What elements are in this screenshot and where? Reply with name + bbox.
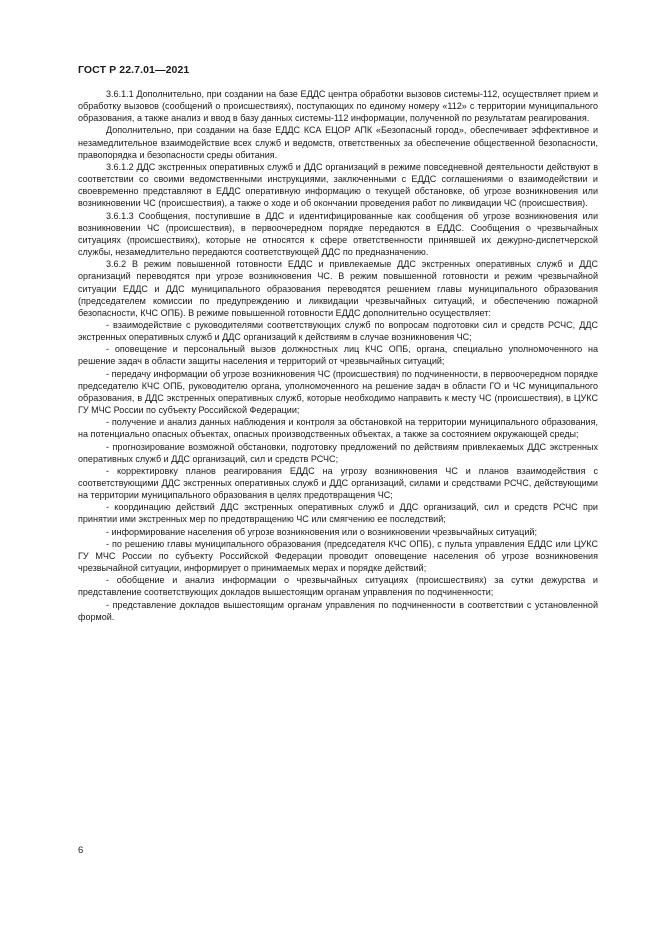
- list-item: - информирование населения об угрозе возникновения или о возникновении чрезвычайных ситуаций;: [106, 526, 537, 537]
- list-item: - представление докладов вышестоящим органам управления по подчиненности в соответствии с установленной формой.: [78, 599, 598, 622]
- list-item: - прогнозирование возможной обстановки, подготовку предложений по действиям привлекаемых ДДС экстренных оперативных служб и ДДС организаций, сил и средств РСЧС;: [78, 441, 598, 464]
- paragraph-3-6-2: 3.6.2 В режим повышенной готовности ЕДДС и привлекаемые ДДС экстренных оперативных служб и ДДС организаций переводятся при угрозе возникновения ЧС. В режим повышенной готовности и режим чрезвычайной ситуации ЕДДС и ДДС муниципального образования переводятся решением главы муниципального образования (председателем комиссии по предупреждению и ликвидации чрезвычайных ситуаций, и обеспечению пожарной безопасности, КЧС ОПБ). В режиме повышенной готовности ЕДДС дополнительно осуществляет:: [78, 259, 598, 318]
- list-item: - получение и анализ данных наблюдения и контроля за обстановкой на территории муниципального образования, на потенциально опасных объектах, опасных производственных объектах, а также за состоянием окружающей среды;: [78, 417, 598, 440]
- page-number: 6: [78, 845, 84, 856]
- document-header: ГОСТ Р 22.7.01—2021: [78, 64, 190, 76]
- list-item: - обобщение и анализ информации о чрезвычайных ситуациях (происшествиях) за сутки дежурства и представление соответствующих докладов вышестоящим органам управления по подчиненности;: [78, 575, 598, 598]
- paragraph-3-6-1-2: 3.6.1.2 ДДС экстренных оперативных служб и ДДС организаций в режиме повседневной деятельности действуют в соответствии со своими ведомственными инструкциями, заключенными с ЕДДС соглашениями о взаимодействии и своевременно представляют в ЕДДС оперативную информацию о текущей обстановке, об угрозе возникновения или возникновении ЧС (происшествия), а также о ходе и об окончании проведения работ по ликвидации ЧС (происшествия).: [78, 161, 598, 209]
- document-body: [78, 88, 598, 623]
- list-item: - оповещение и персональный вызов должностных лиц КЧС ОПБ, органа, специально уполномоченного на решение задач в области защиты населения и территорий от чрезвычайных ситуаций;: [78, 344, 598, 367]
- list-item: - передачу информации об угрозе возникновения ЧС (происшествия) по подчиненности, в первоочередном порядке председателю КЧС ОПБ, руководителю органа, уполномоченного на решение задач в области ГО и ЧС муниципального образования, в ДДС экстренных оперативных служб, которые необходимо направить к месту ЧС (происшествия), в ЦУКС ГУ МЧС России по субъекту Российской Федерации;: [78, 368, 598, 416]
- paragraph-3-6-1-1: 3.6.1.1 Дополнительно, при создании на базе ЕДДС центра обработки вызовов системы-112, осуществляет прием и обработку вызовов (сообщений о происшествиях), поступающих по единому номеру «112» с территории муниципального образования, а также анализ и ввод в базу данных системы-112 информации, полученной по результатам реагирования.: [78, 89, 598, 124]
- paragraph-3-6-1-3: 3.6.1.3 Сообщения, поступившие в ДДС и идентифицированные как сообщения об угрозе возникновения или возникновении ЧС (происшествия), в первоочередном порядке передаются в ЕДДС. Сообщения о чрезвычайных ситуациях (происшествиях), которые не относятся к сфере ответственности принявшей их дежурно-диспетчерской службы, незамедлительно передаются соответствующей ДДС по предназначению.: [78, 210, 598, 258]
- list-item: - корректировку планов реагирования ЕДДС на угрозу возникновения ЧС и планов взаимодействия с соответствующими ДДС экстренных оперативных служб и ДДС организаций, силами и средствами РСЧС, действующими на территории муниципального образования в целях предотвращения ЧС;: [78, 465, 598, 501]
- list-item: - координацию действий ДДС экстренных оперативных служб и ДДС организаций, сил и средств РСЧС при принятии ими экстренных мер по предотвращению ЧС или смягчению ее последствий;: [78, 502, 598, 525]
- list-item: - по решению главы муниципального образования (председателя КЧС ОПБ), с пульта управления ЕДДС или ЦУКС ГУ МЧС России по субъекту Российской Федерации проводит оповещение населения об угрозе возникновения чрезвычайной ситуации, информирует о принимаемых мерах и порядке действий;: [78, 538, 598, 574]
- paragraph-additional-safe-city: Дополнительно, при создании на базе ЕДДС КСА ЕЦОР АПК «Безопасный город», обеспечивает эффективное и незамедлительное взаимодействие всех служб и ведомств, ответственных за обеспечение общественной безопасности, правопорядка и безопасности среды обитания.: [78, 125, 598, 160]
- list-item: - взаимодействие с руководителями соответствующих служб по вопросам подготовки сил и средств РСЧС, ДДС экстренных оперативных служб и ДДС организаций к действиям в случае возникновения ЧС;: [78, 319, 598, 343]
